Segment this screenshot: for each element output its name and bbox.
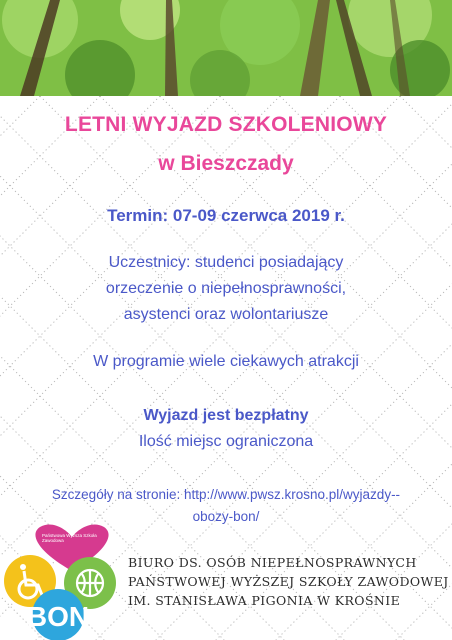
program-text: W programie wiele ciekawych atrakcji <box>93 353 359 370</box>
participants-line: orzeczenie o niepełnosprawności, <box>105 280 347 297</box>
participants-line: Uczestnicy: studenci posiadający <box>108 254 344 271</box>
basketball-icon <box>77 570 103 596</box>
poster-subtitle: w Bieszczady <box>158 152 294 175</box>
participants-text <box>0 250 452 328</box>
forest-photo-art <box>0 0 452 96</box>
limited-seats: Ilość miejsc ograniczona <box>138 433 314 450</box>
details-line[interactable]: obozy-bon/ <box>192 509 260 524</box>
poster-title: LETNI WYJAZD SZKOLENIOWY <box>64 113 388 136</box>
free-notice: Wyjazd jest bezpłatny <box>143 407 309 424</box>
bon-logo <box>0 523 125 640</box>
office-line: IM. STANISŁAWA PIGONIA W KROŚNIE <box>128 593 401 608</box>
poster-body <box>0 96 452 640</box>
footer <box>0 523 452 640</box>
heart-label: Państwowa Wyższa Szkoła Zawodowa <box>42 533 97 543</box>
forest-photo <box>0 0 452 96</box>
details-line[interactable]: Szczegóły na stronie: http://www.pwsz.krosno.pl/wyjazdy-- <box>51 487 401 502</box>
office-line: BIURO DS. OSÓB NIEPEŁNOSPRAWNYCH <box>128 555 417 570</box>
office-line: PAŃSTWOWEJ WYŻSZEJ SZKOŁY ZAWODOWEJ <box>128 574 449 589</box>
bon-logo-text: BON <box>26 601 90 632</box>
details-link[interactable] <box>0 484 452 528</box>
event-date: Termin: 07-09 czerwca 2019 r. <box>107 206 345 225</box>
participants-line: asystenci oraz wolontariusze <box>123 306 329 323</box>
office-name <box>128 553 449 610</box>
